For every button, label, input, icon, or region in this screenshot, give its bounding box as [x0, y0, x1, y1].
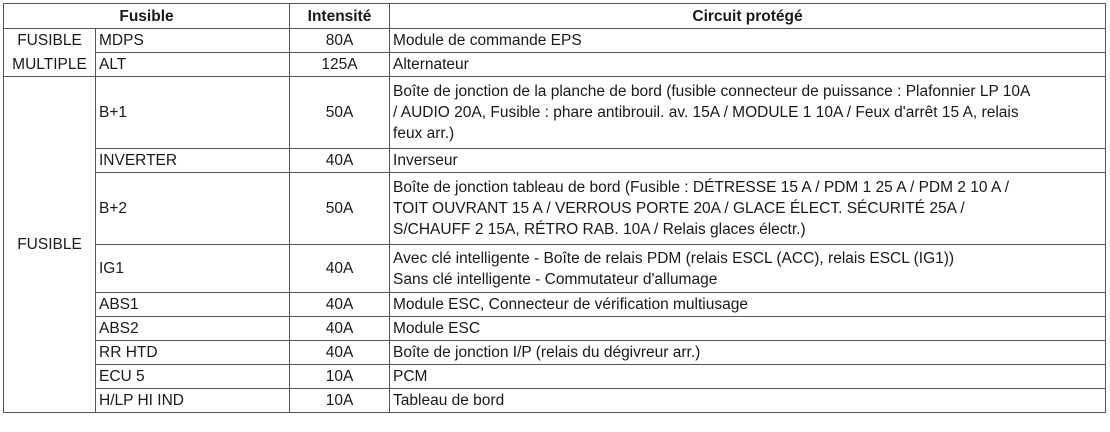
fuse-name: ABS2: [96, 317, 290, 341]
fuse-amperage: 50A: [290, 77, 390, 149]
circuit-line: S/CHAUFF 2 15A, RÉTRO RAB. 10A / Relais glaces électr.): [393, 221, 806, 238]
fuse-amperage: 40A: [290, 293, 390, 317]
table-row: [4, 365, 1106, 389]
group-multi-fuse-line2: MULTIPLE: [4, 53, 96, 77]
fuse-name: ABS1: [96, 293, 290, 317]
fuse-amperage: 40A: [290, 245, 390, 293]
group-fuse: FUSIBLE: [4, 77, 96, 413]
fuse-circuit: Inverseur: [390, 149, 1106, 173]
fuse-circuit: [390, 173, 1106, 245]
fuse-name: B+1: [96, 77, 290, 149]
fuse-circuit: [390, 77, 1106, 149]
table-row: [4, 245, 1106, 293]
fuse-circuit: Module de commande EPS: [390, 29, 1106, 53]
fuse-amperage: 50A: [290, 173, 390, 245]
group-multi-fuse-line1: FUSIBLE: [4, 29, 96, 53]
table-row: [4, 341, 1106, 365]
fuse-table: [3, 3, 1106, 413]
fuse-amperage: 40A: [290, 149, 390, 173]
circuit-line: TOIT OUVRANT 15 A / VERROUS PORTE 20A / GLACE ÉLECT. SÉCURITÉ 25A /: [393, 200, 965, 217]
circuit-line: Avec clé intelligente - Boîte de relais PDM (relais ESCL (ACC), relais ESCL (IG1)): [393, 249, 955, 267]
fuse-circuit: Alternateur: [390, 53, 1106, 77]
fuse-name: H/LP HI IND: [96, 389, 290, 413]
circuit-line: Boîte de jonction de la planche de bord (fusible connecteur de puissance : Plafonnier LP 10A: [393, 83, 1031, 100]
fuse-amperage: 40A: [290, 317, 390, 341]
table-row: [4, 149, 1106, 173]
fuse-name: IG1: [96, 245, 290, 293]
fuse-amperage: 40A: [290, 341, 390, 365]
table-row: [4, 317, 1106, 341]
circuit-line: Boîte de jonction tableau de bord (Fusible : DÉTRESSE 15 A / PDM 1 25 A / PDM 2 10 A /: [393, 179, 1010, 196]
table-row: [4, 77, 1106, 149]
table-row: [4, 29, 1106, 53]
fuse-name: ECU 5: [96, 365, 290, 389]
fuse-amperage: 10A: [290, 389, 390, 413]
circuit-line: / AUDIO 20A, Fusible : phare antibrouil. av. 15A / MODULE 1 10A / Feux d'arrêt 15 A, relais: [393, 104, 1019, 121]
header-circuit: Circuit protégé: [390, 4, 1106, 29]
header-row: [4, 4, 1106, 29]
fuse-name: RR HTD: [96, 341, 290, 365]
table-row: [4, 173, 1106, 245]
table-row: [4, 389, 1106, 413]
table-row: [4, 53, 1106, 77]
fuse-amperage: 80A: [290, 29, 390, 53]
fuse-name: INVERTER: [96, 149, 290, 173]
header-fuse: Fusible: [4, 4, 290, 29]
fuse-circuit: Tableau de bord: [390, 389, 1106, 413]
fuse-name: MDPS: [96, 29, 290, 53]
fuse-circuit: Module ESC: [390, 317, 1106, 341]
fuse-amperage: 10A: [290, 365, 390, 389]
circuit-line: feux arr.): [393, 125, 455, 142]
fuse-circuit: PCM: [390, 365, 1106, 389]
fuse-name: ALT: [96, 53, 290, 77]
fuse-amperage: 125A: [290, 53, 390, 77]
fuse-name: B+2: [96, 173, 290, 245]
table-row: [4, 293, 1106, 317]
circuit-line: Sans clé intelligente - Commutateur d'allumage: [393, 270, 718, 288]
fuse-circuit: Module ESC, Connecteur de vérification multiusage: [390, 293, 1106, 317]
fuse-circuit: [390, 245, 1106, 293]
header-amperage: Intensité: [290, 4, 390, 29]
fuse-circuit: Boîte de jonction I/P (relais du dégivreur arr.): [390, 341, 1106, 365]
